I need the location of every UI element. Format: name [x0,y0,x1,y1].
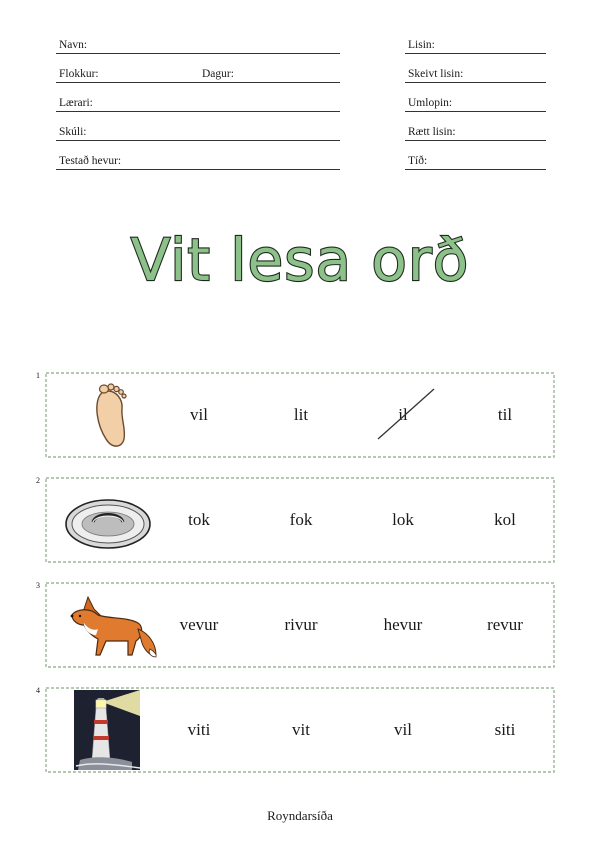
school-label: Skúli: [59,126,87,138]
word-option[interactable]: vevur [179,615,219,634]
class-label: Flokkur: [59,68,99,80]
teacher-field[interactable] [56,91,340,112]
exercise-row-4 [36,686,556,774]
word-option[interactable]: vil [394,720,412,739]
word-option[interactable]: siti [494,720,516,739]
word-option[interactable]: vil [190,405,208,424]
correct-field[interactable] [405,120,546,141]
read-label: Lisin: [408,39,435,51]
tested-by-field[interactable] [56,149,340,170]
time-label: Tíð: [408,155,428,167]
teacher-label: Lærari: [59,97,93,109]
exercise-row-1 [36,371,556,459]
time-field[interactable] [405,149,546,170]
exercise-row-3 [36,581,556,669]
cross-out-mark [374,385,438,443]
skipped-field[interactable] [405,91,546,112]
name-label: Navn: [59,39,88,51]
read-field[interactable] [405,33,546,54]
page-title-block [0,222,600,302]
row-number: 1 [36,371,40,380]
word-option[interactable]: kol [494,510,516,529]
row-number: 2 [36,476,40,485]
exercise-row-2 [36,476,556,564]
school-field[interactable] [56,120,340,141]
page-title-svg [0,222,600,302]
word-option[interactable]: hevur [383,615,423,634]
word-option[interactable]: lit [293,405,309,424]
misread-label: Skeivt lisin: [408,68,464,80]
word-option[interactable]: vit [292,720,310,739]
word-option[interactable]: tok [188,510,210,529]
skipped-label: Umlopin: [408,97,453,109]
word-option[interactable]: viti [187,720,211,739]
misread-field[interactable] [405,62,546,83]
page-title: Vit lesa orð [130,226,470,294]
row-number: 4 [36,686,40,695]
word-option[interactable]: rivur [284,615,318,634]
tested-by-label: Testað hevur: [59,155,122,167]
word-option[interactable]: til [497,405,513,424]
word-option-crossed-out[interactable]: il [398,405,408,424]
correct-label: Rætt lisin: [408,126,456,138]
row-number: 3 [36,581,40,590]
word-option[interactable]: fok [289,510,313,529]
word-option[interactable]: lok [392,510,414,529]
date-label: Dagur: [202,68,234,80]
fox-icon [62,585,162,665]
pot-lid-icon [60,480,160,560]
page-footer: Royndarsíða [267,808,333,823]
class-date-field[interactable] [56,62,340,83]
word-option[interactable]: revur [487,615,523,634]
name-field[interactable] [56,33,340,54]
